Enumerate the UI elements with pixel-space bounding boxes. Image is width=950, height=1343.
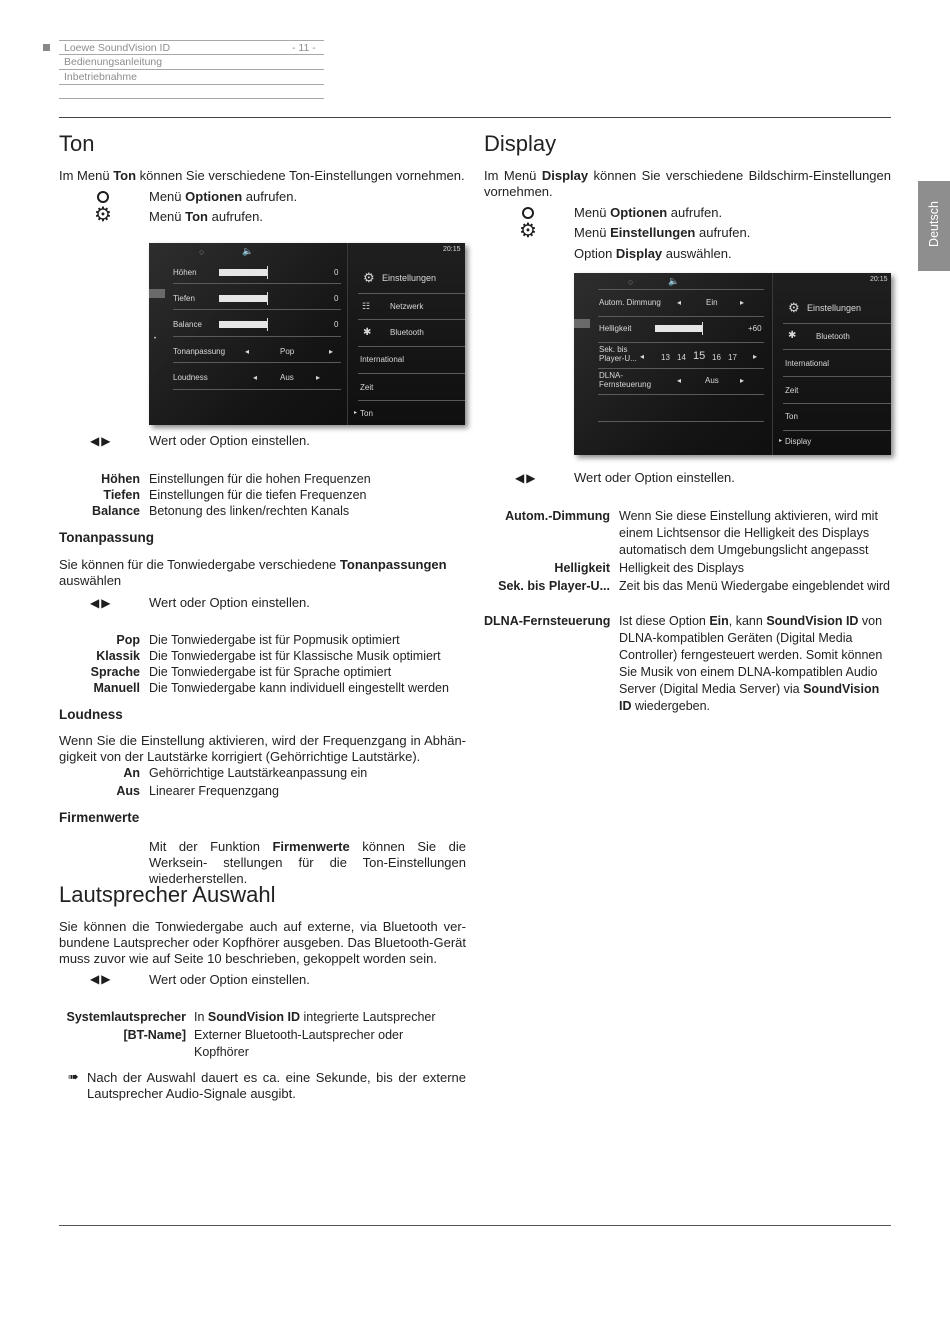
firmenwerte-text: Mit der Funktion Firmenwerte können Sie die Werksein- stellungen für die Ton-Einstellungen wiederherstellen. <box>149 839 466 886</box>
def-desc: In SoundVision ID integrierte Lautsprecher <box>194 1010 436 1024</box>
options-circle-icon: ○ <box>628 277 634 287</box>
gear-icon: ⚙ <box>519 220 537 242</box>
left-arrow-icon[interactable]: ◂ <box>245 347 250 356</box>
language-tab[interactable] <box>918 181 950 271</box>
gear-icon: ⚙ <box>94 204 112 226</box>
right-arrow-icon[interactable]: ▸ <box>329 347 334 356</box>
menu-title: Einstellungen <box>807 303 862 313</box>
menu-divider <box>358 346 465 347</box>
header-marker <box>43 44 50 51</box>
left-arrow-tab <box>574 319 590 328</box>
menu-divider <box>358 400 465 401</box>
def-desc: Helligkeit des Displays <box>619 561 745 575</box>
row-divider <box>598 316 764 317</box>
display-intro: Im Menü Display können Sie verschiedene Bildschirm-Einstellungen vornehmen. <box>484 168 891 199</box>
row-divider <box>598 368 764 369</box>
display-arrows-text: Wert oder Option einstellen. <box>574 470 735 485</box>
slider-marker <box>267 292 268 305</box>
slider-marker <box>267 318 268 331</box>
def-desc: Die Tonwiedergabe ist für Sprache optimiert <box>149 665 392 679</box>
def-term: Klassik <box>96 649 140 663</box>
menu-item-ton[interactable]: Ton <box>360 409 373 418</box>
header-product: Loewe SoundVision ID <box>64 42 171 54</box>
dlna-label: DLNA- <box>599 371 624 380</box>
ton-menu-screenshot <box>149 243 465 425</box>
header-rule <box>59 84 324 85</box>
def-desc: Einstellungen für die tiefen Frequenzen <box>149 488 367 502</box>
menu-item-zeit[interactable]: Zeit <box>785 386 799 395</box>
left-right-arrows-icon: ◀▶ <box>90 972 113 986</box>
helligkeit-label: Helligkeit <box>599 324 632 333</box>
display-menu-screenshot <box>574 273 891 455</box>
left-right-arrows-icon: ◀▶ <box>90 596 113 610</box>
sek-option-selected: 15 <box>693 350 706 362</box>
selected-marker-icon: ▸ <box>779 438 783 444</box>
display-step-settings: Menü Einstellungen aufrufen. <box>574 225 751 240</box>
def-term: Autom.-Dimmung <box>505 509 610 523</box>
right-arrow-icon[interactable]: ▸ <box>740 376 745 385</box>
row-divider <box>598 394 764 395</box>
right-arrow-icon[interactable]: ▸ <box>753 352 758 361</box>
def-desc: Die Tonwiedergabe kann individuell eingestellt werden <box>149 681 449 695</box>
page-number: - 11 - <box>292 42 316 54</box>
ton-row-value: 0 <box>334 294 339 303</box>
options-circle-icon: ○ <box>199 247 205 257</box>
menu-item-bluetooth[interactable]: Bluetooth <box>816 332 850 341</box>
sek-option: 14 <box>677 353 686 362</box>
lautsprecher-heading: Lautsprecher Auswahl <box>59 882 276 907</box>
def-desc: Ist diese Option Ein, kann SoundVision ID von DLNA-kompatiblen Geräten (Digital Media Controller) ferngesteuert werden. Somit können Sie Musik von einem DLNA-kompatiblen Audio Server (Digital Media Server) via SoundVision ID wiedergeben. <box>619 614 883 713</box>
tonanpassung-text: Sie können für die Tonwiedergabe verschiedene Tonanpassungen auswählen <box>59 557 447 588</box>
left-right-arrows-icon: ◀▶ <box>515 471 538 485</box>
bluetooth-icon: ✱ <box>363 327 372 338</box>
network-icon: ☷ <box>362 301 371 311</box>
def-desc: Gehörrichtige Lautstärkeanpassung ein <box>149 766 368 780</box>
def-term: Sprache <box>90 665 140 679</box>
dlna-value: Aus <box>705 376 719 385</box>
ton-intro: Im Menü Ton können Sie verschiedene Ton-Einstellungen vornehmen. <box>59 168 465 183</box>
firmenwerte-heading: Firmenwerte <box>59 810 140 825</box>
menu-divider <box>358 319 465 320</box>
hoehen-slider[interactable] <box>219 269 267 276</box>
menu-item-international[interactable]: International <box>785 359 830 368</box>
slider-marker <box>267 266 268 279</box>
scroll-dot: • <box>154 336 157 342</box>
def-desc: Zeit bis das Menü Wiedergabe eingeblendet wird <box>619 579 890 593</box>
left-arrow-tab <box>149 289 165 298</box>
header-rule <box>59 54 324 55</box>
header-rule <box>59 40 324 41</box>
row-divider <box>598 421 764 422</box>
menu-item-ton[interactable]: Ton <box>785 412 798 421</box>
tiefen-slider[interactable] <box>219 295 267 302</box>
loudness-heading: Loudness <box>59 707 123 722</box>
sek-option: 13 <box>661 353 670 362</box>
def-desc: Die Tonwiedergabe ist für Klassische Musik optimiert <box>149 649 441 663</box>
def-desc: Wenn Sie diese Einstellung aktivieren, wird mit einem Lichtsensor die Helligkeit des Displays automatisch dem Umgebungslicht angepasst <box>619 509 878 557</box>
def-term: Systemlautsprecher <box>66 1010 186 1024</box>
ton-heading: Ton <box>59 131 95 156</box>
def-term: Pop <box>116 633 140 647</box>
row-divider <box>598 342 764 343</box>
menu-item-netzwerk[interactable]: Netzwerk <box>390 302 424 311</box>
display-step-select: Option Display auswählen. <box>574 246 732 261</box>
balance-slider[interactable] <box>219 321 267 328</box>
options-circle-icon <box>522 207 534 219</box>
clock: 20:15 <box>443 246 461 253</box>
ton-row-value: 0 <box>334 268 339 277</box>
menu-item-display[interactable]: Display <box>785 437 812 446</box>
loudness-label: Loudness <box>173 373 208 382</box>
sek-option: 17 <box>728 353 737 362</box>
gear-icon: ⚙ <box>788 300 800 315</box>
header-rule <box>59 69 324 70</box>
row-divider <box>173 362 341 363</box>
tonanpassung-value: Pop <box>280 347 295 356</box>
left-arrow-icon[interactable]: ◂ <box>677 298 682 307</box>
left-right-arrows-icon: ◀▶ <box>90 434 113 448</box>
def-term: Manuell <box>93 681 140 695</box>
def-term: Höhen <box>101 472 140 486</box>
speaker-icon: 🔈 <box>242 246 254 256</box>
def-term: Aus <box>116 784 140 798</box>
left-arrow-icon[interactable]: ◂ <box>253 373 258 382</box>
right-arrow-icon[interactable]: ▸ <box>316 373 321 382</box>
gear-icon: ⚙ <box>363 270 375 285</box>
slider-marker <box>702 322 703 335</box>
tonanpassung-heading: Tonanpassung <box>59 530 155 545</box>
helligkeit-slider[interactable] <box>655 325 702 332</box>
ton-arrows-text: Wert oder Option einstellen. <box>149 433 310 448</box>
def-desc: Externer Bluetooth-Lautsprecher oder Kopfhörer <box>194 1028 404 1059</box>
menu-item-international[interactable]: International <box>360 355 405 364</box>
right-arrow-icon[interactable]: ▸ <box>740 298 745 307</box>
helligkeit-value: +60 <box>748 324 762 333</box>
def-term: [BT-Name] <box>123 1028 186 1042</box>
loudness-text: Wenn Sie die Einstellung aktivieren, wird der Frequenzgang in Abhän- gigkeit von der Lautstärke korrigiert (Gehörrichtige Lautstärke). <box>59 733 466 764</box>
def-term: Balance <box>92 504 140 518</box>
def-desc: Betonung des linken/rechten Kanals <box>149 504 350 518</box>
menu-divider <box>783 403 891 404</box>
options-circle-icon <box>97 191 109 203</box>
row-divider <box>173 283 341 284</box>
def-term: Tiefen <box>103 488 140 502</box>
arrow-note-icon: ➠ <box>68 1069 79 1084</box>
bluetooth-icon: ✱ <box>788 330 797 341</box>
loudness-value: Aus <box>280 373 294 382</box>
tonanpassung-arrows-text: Wert oder Option einstellen. <box>149 595 310 610</box>
row-divider <box>598 289 764 290</box>
left-arrow-icon[interactable]: ◂ <box>640 352 645 361</box>
display-heading: Display <box>484 131 557 156</box>
selected-marker-icon: ▸ <box>354 410 358 416</box>
menu-divider <box>783 323 891 324</box>
dimmung-label: Autom. Dimmung <box>599 298 661 307</box>
lautsprecher-arrows-text: Wert oder Option einstellen. <box>149 972 310 987</box>
sek-label: Player-U... <box>599 354 637 363</box>
def-desc: Die Tonwiedergabe ist für Popmusik optimiert <box>149 633 400 647</box>
menu-divider <box>783 430 891 431</box>
header-rule <box>59 98 324 99</box>
lautsprecher-text: Sie können die Tonwiedergabe auch auf externe, via Bluetooth ver- bundene Lautsprecher oder Kopfhörer ausgeben. Das Bluetooth-Gerät muss zuvor wie auf Seite 10 beschrieben, gekoppelt worden sein. <box>59 919 466 966</box>
left-arrow-icon[interactable]: ◂ <box>677 376 682 385</box>
settings-menu-panel <box>347 243 465 425</box>
speaker-icon: 🔈 <box>668 276 680 286</box>
def-term: Helligkeit <box>554 561 610 575</box>
menu-divider <box>783 376 891 377</box>
row-divider <box>173 309 341 310</box>
header-chapter: Inbetriebnahme <box>64 71 137 83</box>
def-term: Sek. bis Player-U... <box>498 579 610 593</box>
top-rule <box>59 117 891 118</box>
settings-menu-panel <box>772 273 891 455</box>
sek-option: 16 <box>712 353 721 362</box>
menu-divider <box>783 349 891 350</box>
row-divider <box>173 389 341 390</box>
ton-row-label: Balance <box>173 320 202 329</box>
footer-rule <box>59 1225 891 1226</box>
def-desc: Einstellungen für die hohen Frequenzen <box>149 472 371 486</box>
ton-row-label: Höhen <box>173 268 197 277</box>
dlna-label: Fernsteuerung <box>599 380 652 389</box>
tonanpassung-label: Tonanpassung <box>173 347 226 356</box>
dimmung-value: Ein <box>706 298 718 307</box>
ton-row-value: 0 <box>334 320 339 329</box>
ton-step-options: Menü Optionen aufrufen. <box>149 189 298 204</box>
menu-title: Einstellungen <box>382 273 437 283</box>
menu-item-bluetooth[interactable]: Bluetooth <box>390 328 424 337</box>
def-term: An <box>123 766 140 780</box>
language-tab-label: Deutsch <box>927 201 941 247</box>
ton-step-menu: Menü Ton aufrufen. <box>149 209 263 224</box>
ton-row-label: Tiefen <box>173 294 195 303</box>
row-divider <box>173 336 341 337</box>
menu-divider <box>358 373 465 374</box>
header-doc-type: Bedienungsanleitung <box>64 56 163 68</box>
menu-divider <box>358 293 465 294</box>
clock: 20:15 <box>870 276 888 283</box>
menu-item-zeit[interactable]: Zeit <box>360 383 374 392</box>
sek-label: Sek. bis <box>599 345 628 354</box>
display-step-options: Menü Optionen aufrufen. <box>574 205 723 220</box>
lautsprecher-note: Nach der Auswahl dauert es ca. eine Sekunde, bis der externe Lautsprecher Audio-Signale ausgibt. <box>87 1070 466 1101</box>
def-desc: Linearer Frequenzgang <box>149 784 279 798</box>
def-term: DLNA-Fernsteuerung <box>484 614 611 628</box>
